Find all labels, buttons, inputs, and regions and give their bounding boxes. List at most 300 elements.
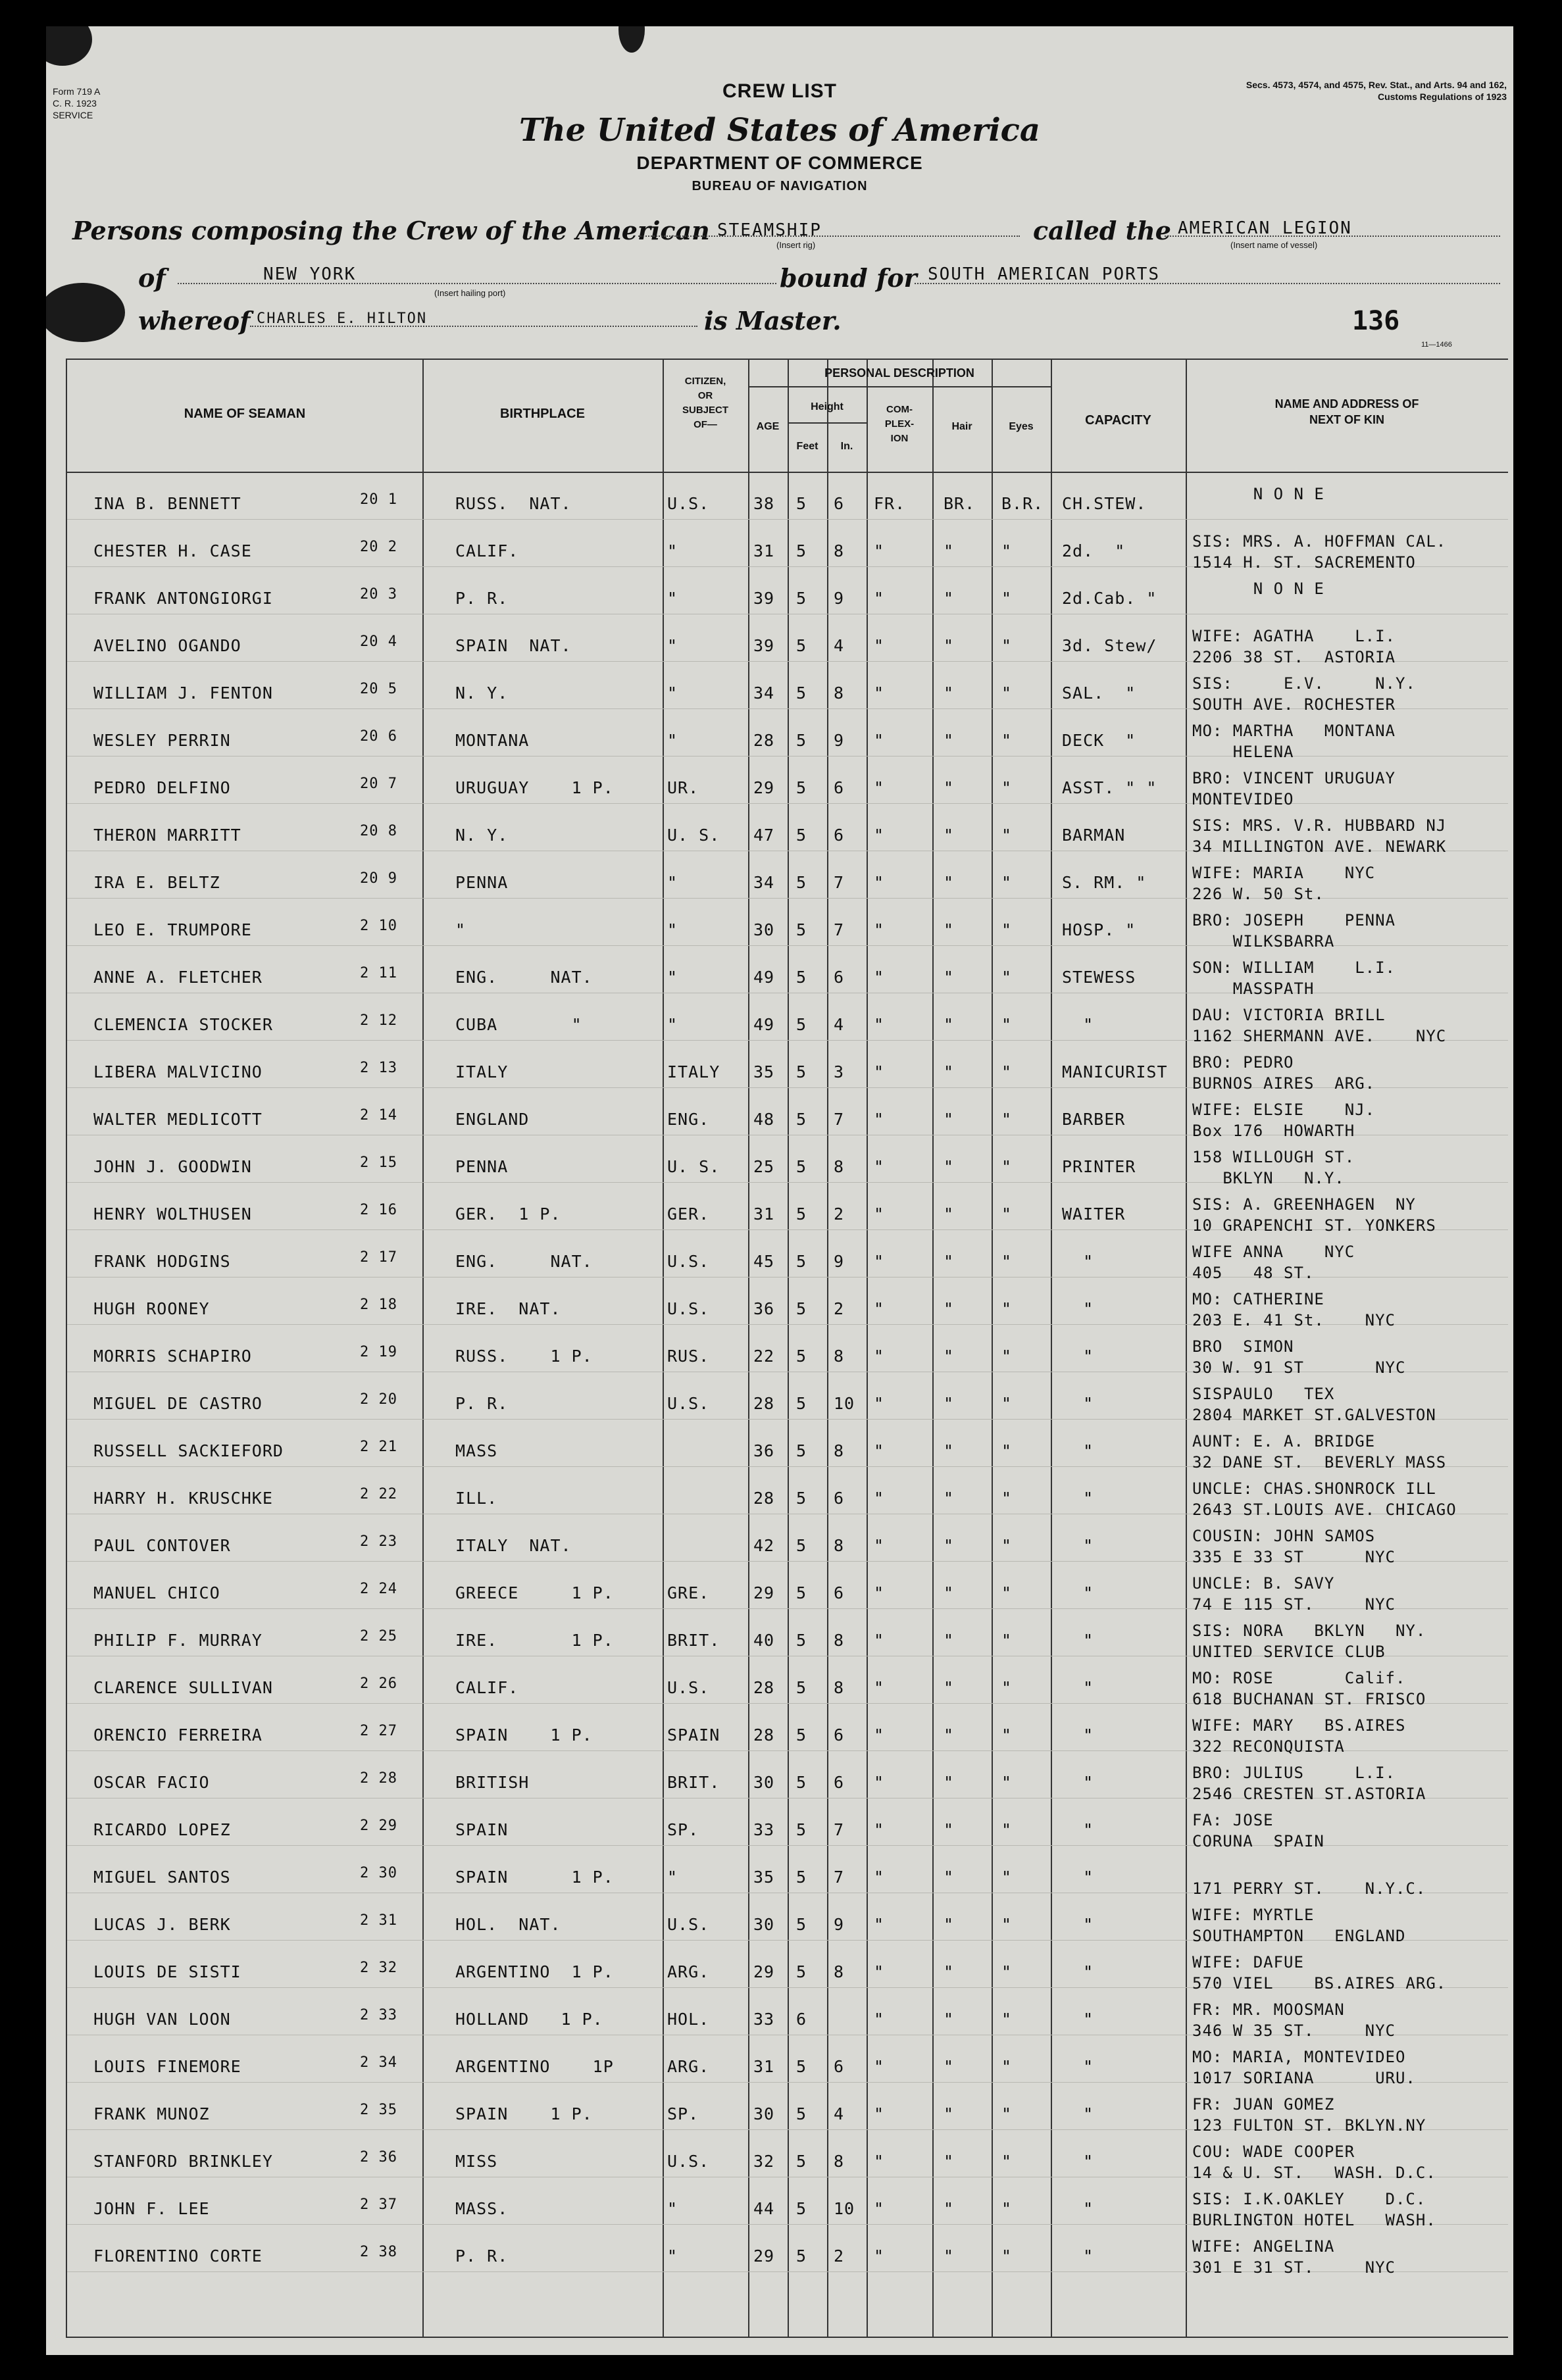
eyes: "	[1001, 1062, 1013, 1081]
row-number: 2 19	[360, 1344, 397, 1360]
hair: "	[944, 1204, 955, 1224]
height-inches: 8	[834, 1536, 845, 1555]
hair: "	[944, 1868, 955, 1887]
next-of-kin-name: N O N E	[1192, 485, 1324, 503]
birthplace: MASS	[455, 1441, 498, 1460]
table-row	[67, 1703, 1508, 1756]
age: 36	[753, 1441, 775, 1460]
table-row	[67, 1750, 1508, 1803]
height-feet: 5	[796, 826, 807, 845]
row-number: 2 21	[360, 1439, 397, 1455]
birthplace: ARGENTINO 1P	[455, 2057, 614, 2076]
capacity: "	[1062, 2057, 1094, 2076]
height-feet: 6	[796, 2010, 807, 2029]
capacity: HOSP. "	[1062, 920, 1136, 939]
next-of-kin-name: UNCLE: B. SAVY	[1192, 1574, 1335, 1593]
eyes: "	[1001, 826, 1013, 845]
table-row	[67, 566, 1508, 614]
seaman-name: PHILIP F. MURRAY	[93, 1631, 263, 1650]
hair: "	[944, 778, 955, 797]
capacity: ASST. " "	[1062, 778, 1157, 797]
row-number: 20 6	[360, 728, 397, 745]
citizenship: BRIT.	[667, 1773, 720, 1792]
age: 34	[753, 873, 775, 892]
birthplace: GER. 1 P.	[455, 1204, 561, 1224]
birthplace: CALIF.	[455, 1678, 519, 1697]
hair: "	[944, 2057, 955, 2076]
row-number: 2 17	[360, 1249, 397, 1266]
next-of-kin-name: WIFE: MARIA NYC	[1192, 864, 1376, 882]
table-row	[67, 1561, 1508, 1614]
eyes: "	[1001, 920, 1013, 939]
table-row	[67, 1798, 1508, 1850]
hair: "	[944, 1536, 955, 1555]
age: 29	[753, 1962, 775, 1981]
eyes: "	[1001, 2057, 1013, 2076]
seaman-name: PAUL CONTOVER	[93, 1536, 231, 1555]
age: 36	[753, 1299, 775, 1318]
age: 47	[753, 826, 775, 845]
of-label: of	[138, 263, 166, 293]
hair: "	[944, 1962, 955, 1981]
capacity: 3d. Stew/	[1062, 636, 1157, 655]
row-number: 2 26	[360, 1675, 397, 1692]
complexion: "	[874, 541, 885, 560]
row-number: 2 27	[360, 1723, 397, 1739]
eyes: "	[1001, 1820, 1013, 1839]
next-of-kin-name: SISPAULO TEX	[1192, 1385, 1335, 1403]
next-of-kin-address: 171 PERRY ST. N.Y.C.	[1192, 1879, 1426, 1898]
next-of-kin-name: SIS: MRS. A. HOFFMAN CAL.	[1192, 532, 1447, 551]
seaman-name: RICARDO LOPEZ	[93, 1820, 231, 1839]
row-number: 2 29	[360, 1818, 397, 1834]
eyes: "	[1001, 1489, 1013, 1508]
eyes: "	[1001, 1110, 1013, 1129]
height-inches: 4	[834, 636, 845, 655]
height-feet: 5	[796, 589, 807, 608]
birthplace: P. R.	[455, 589, 509, 608]
height-feet: 5	[796, 1868, 807, 1887]
table-row	[67, 1940, 1508, 1993]
hair: "	[944, 1489, 955, 1508]
height-inches: 8	[834, 1631, 845, 1650]
height-feet: 5	[796, 1204, 807, 1224]
complexion: "	[874, 2246, 885, 2266]
next-of-kin-address: 335 E 33 ST NYC	[1192, 1548, 1396, 1566]
age: 28	[753, 1678, 775, 1697]
next-of-kin-address: 322 RECONQUISTA	[1192, 1737, 1345, 1756]
height-inches: 4	[834, 2104, 845, 2123]
hair: "	[944, 731, 955, 750]
table-row	[67, 1182, 1508, 1235]
age: 31	[753, 541, 775, 560]
seaman-name: HARRY H. KRUSCHKE	[93, 1489, 273, 1508]
seaman-name: IRA E. BELTZ	[93, 873, 220, 892]
table-row	[67, 2177, 1508, 2229]
citizenship: RUS.	[667, 1347, 710, 1366]
eyes: "	[1001, 1678, 1013, 1697]
table-row	[67, 1135, 1508, 1187]
height-inches: 6	[834, 1489, 845, 1508]
next-of-kin-name: SIS: I.K.OAKLEY D.C.	[1192, 2190, 1426, 2208]
complexion: "	[874, 2010, 885, 2029]
capacity: CH.STEW.	[1062, 494, 1147, 513]
complexion: "	[874, 2152, 885, 2171]
age: 48	[753, 1110, 775, 1129]
next-of-kin-address: 1514 H. ST. SACREMENTO	[1192, 553, 1416, 572]
hair: "	[944, 2246, 955, 2266]
height-feet: 5	[796, 1820, 807, 1839]
citizenship: ARG.	[667, 2057, 710, 2076]
next-of-kin-address: 570 VIEL BS.AIRES ARG.	[1192, 1974, 1447, 1993]
col-capacity-header: CAPACITY	[1085, 413, 1151, 428]
hair: "	[944, 1773, 955, 1792]
birthplace: CUBA "	[455, 1015, 582, 1034]
next-of-kin-address: 34 MILLINGTON AVE. NEWARK	[1192, 837, 1447, 856]
age: 39	[753, 589, 775, 608]
next-of-kin-address: 1162 SHERMANN AVE. NYC	[1192, 1027, 1447, 1045]
next-of-kin-address: 32 DANE ST. BEVERLY MASS	[1192, 1453, 1447, 1472]
birthplace: SPAIN 1 P.	[455, 1725, 593, 1745]
table-row	[67, 1656, 1508, 1708]
row-number: 2 18	[360, 1297, 397, 1313]
next-of-kin-address: 226 W. 50 St.	[1192, 885, 1324, 903]
next-of-kin-address: 14 & U. ST. WASH. D.C.	[1192, 2164, 1436, 2182]
birthplace: RUSS. NAT.	[455, 494, 572, 513]
capacity: "	[1062, 1583, 1094, 1602]
hair: "	[944, 2010, 955, 2029]
capacity: "	[1062, 1347, 1094, 1366]
complexion: "	[874, 1962, 885, 1981]
row-number: 2 16	[360, 1202, 397, 1218]
citizenship: "	[667, 541, 678, 560]
eyes: "	[1001, 1962, 1013, 1981]
height-feet: 5	[796, 1299, 807, 1318]
hair: "	[944, 1062, 955, 1081]
row-number: 2 13	[360, 1060, 397, 1076]
capacity: DECK "	[1062, 731, 1136, 750]
eyes: "	[1001, 1725, 1013, 1745]
eyes: "	[1001, 1583, 1013, 1602]
seaman-name: FRANK ANTONGIORGI	[93, 589, 273, 608]
table-row	[67, 851, 1508, 903]
row-number: 2 15	[360, 1154, 397, 1171]
next-of-kin-name: SIS: E.V. N.Y.	[1192, 674, 1416, 693]
age: 28	[753, 731, 775, 750]
height-inches: 8	[834, 1347, 845, 1366]
age: 28	[753, 1725, 775, 1745]
height-feet: 5	[796, 683, 807, 703]
row-number: 2 35	[360, 2102, 397, 2118]
capacity: S. RM. "	[1062, 873, 1147, 892]
next-of-kin-name: SON: WILLIAM L.I.	[1192, 958, 1396, 977]
capacity: "	[1062, 1299, 1094, 1318]
height-feet: 5	[796, 1962, 807, 1981]
capacity: STEWESS	[1062, 968, 1136, 987]
seaman-name: STANFORD BRINKLEY	[93, 2152, 273, 2171]
height-feet: 5	[796, 1347, 807, 1366]
complexion: "	[874, 968, 885, 987]
seaman-name: FRANK MUNOZ	[93, 2104, 210, 2123]
age: 39	[753, 636, 775, 655]
height-inches: 7	[834, 1110, 845, 1129]
table-row	[67, 2224, 1508, 2277]
crew-line-label: Persons composing the Crew of the American	[72, 216, 710, 245]
citizenship: "	[667, 636, 678, 655]
capacity: "	[1062, 1631, 1094, 1650]
age: 31	[753, 1204, 775, 1224]
height-inches: 8	[834, 1157, 845, 1176]
complexion: "	[874, 1820, 885, 1839]
complexion: "	[874, 1157, 885, 1176]
next-of-kin-name: BRO SIMON	[1192, 1337, 1294, 1356]
row-number: 2 20	[360, 1391, 397, 1408]
seaman-name: HUGH ROONEY	[93, 1299, 210, 1318]
citizenship: "	[667, 731, 678, 750]
height-inches: 6	[834, 1725, 845, 1745]
table-row	[67, 1514, 1508, 1566]
eyes: "	[1001, 1773, 1013, 1792]
seaman-name: WILLIAM J. FENTON	[93, 683, 273, 703]
hair: "	[944, 968, 955, 987]
capacity: "	[1062, 1725, 1094, 1745]
hair: "	[944, 1915, 955, 1934]
citizenship: BRIT.	[667, 1631, 720, 1650]
next-of-kin-address: 30 W. 91 ST NYC	[1192, 1358, 1406, 1377]
table-row	[67, 803, 1508, 856]
seaman-name: FRANK HODGINS	[93, 1252, 231, 1271]
birthplace: GREECE 1 P.	[455, 1583, 614, 1602]
birthplace: ENG. NAT.	[455, 968, 593, 987]
height-feet: 5	[796, 1725, 807, 1745]
birthplace: MISS	[455, 2152, 498, 2171]
col-citizen-header: CITIZEN, OR SUBJECT OF—	[682, 376, 728, 430]
next-of-kin-address: BKLYN N.Y.	[1192, 1169, 1345, 1187]
seaman-name: MIGUEL SANTOS	[93, 1868, 231, 1887]
hair: "	[944, 1015, 955, 1034]
citizenship: U.S.	[667, 1394, 710, 1413]
complexion: "	[874, 1062, 885, 1081]
height-inches: 6	[834, 494, 845, 513]
capacity: "	[1062, 1773, 1094, 1792]
row-number: 20 1	[360, 491, 397, 508]
next-of-kin-address: 1017 SORIANA URU.	[1192, 2069, 1416, 2087]
damage-stain	[46, 26, 92, 66]
capacity: BARMAN	[1062, 826, 1126, 845]
col-hair-header: Hair	[951, 421, 972, 432]
table-row	[67, 2082, 1508, 2135]
next-of-kin-name: FR: MR. MOOSMAN	[1192, 2000, 1345, 2019]
height-feet: 5	[796, 1536, 807, 1555]
citizenship: HOL.	[667, 2010, 710, 2029]
complexion: "	[874, 826, 885, 845]
table-row	[67, 2035, 1508, 2087]
birthplace: RUSS. 1 P.	[455, 1347, 593, 1366]
master-value: CHARLES E. HILTON	[257, 310, 428, 327]
next-of-kin-name: BRO: PEDRO	[1192, 1053, 1294, 1072]
age: 32	[753, 2152, 775, 2171]
height-inches: 8	[834, 1441, 845, 1460]
row-number: 2 33	[360, 2007, 397, 2023]
row-number: 2 36	[360, 2149, 397, 2166]
height-feet: 5	[796, 2104, 807, 2123]
birthplace: HOLLAND 1 P.	[455, 2010, 603, 2029]
age: 35	[753, 1868, 775, 1887]
seaman-name: ORENCIO FERREIRA	[93, 1725, 263, 1745]
next-of-kin-name: BRO: JULIUS L.I.	[1192, 1764, 1396, 1782]
height-inches: 7	[834, 873, 845, 892]
birthplace: ENG. NAT.	[455, 1252, 593, 1271]
seaman-name: JOHN F. LEE	[93, 2199, 210, 2218]
row-number: 20 8	[360, 823, 397, 839]
age: 31	[753, 2057, 775, 2076]
height-feet: 5	[796, 968, 807, 987]
seaman-name: INA B. BENNETT	[93, 494, 241, 513]
citizenship: SP.	[667, 1820, 699, 1839]
height-inches: 9	[834, 1252, 845, 1271]
complexion: "	[874, 1773, 885, 1792]
next-of-kin-address: BURLINGTON HOTEL WASH.	[1192, 2211, 1436, 2229]
col-age-header: AGE	[756, 421, 780, 432]
next-of-kin-address: 2804 MARKET ST.GALVESTON	[1192, 1406, 1436, 1424]
row-number: 20 3	[360, 586, 397, 603]
hair: "	[944, 1252, 955, 1271]
eyes: "	[1001, 1204, 1013, 1224]
complexion: "	[874, 636, 885, 655]
table-row	[67, 708, 1508, 761]
department-title: DEPARTMENT OF COMMERCE	[636, 153, 923, 173]
row-number: 2 37	[360, 2196, 397, 2213]
seaman-name: CHESTER H. CASE	[93, 541, 252, 560]
next-of-kin-name: SIS: NORA BKLYN NY.	[1192, 1622, 1426, 1640]
eyes: "	[1001, 636, 1013, 655]
capacity: "	[1062, 1868, 1094, 1887]
height-feet: 5	[796, 541, 807, 560]
citizenship: SPAIN	[667, 1725, 720, 1745]
next-of-kin-name: WIFE ANNA NYC	[1192, 1243, 1355, 1261]
next-of-kin-address: 2643 ST.LOUIS AVE. CHICAGO	[1192, 1500, 1457, 1519]
next-of-kin-address: WILKSBARRA	[1192, 932, 1335, 951]
hair: "	[944, 1725, 955, 1745]
table-row	[67, 945, 1508, 998]
age: 38	[753, 494, 775, 513]
row-number: 2 34	[360, 2054, 397, 2071]
capacity: "	[1062, 1489, 1094, 1508]
complexion: "	[874, 2104, 885, 2123]
citizenship: "	[667, 683, 678, 703]
height-inches: 7	[834, 920, 845, 939]
height-inches: 7	[834, 1868, 845, 1887]
hair: "	[944, 1631, 955, 1650]
eyes: "	[1001, 873, 1013, 892]
eyes: "	[1001, 2199, 1013, 2218]
birthplace: ILL.	[455, 1489, 498, 1508]
eyes: "	[1001, 731, 1013, 750]
age: 30	[753, 920, 775, 939]
seaman-name: LOUIS DE SISTI	[93, 1962, 241, 1981]
col-name-header: NAME OF SEAMAN	[184, 407, 306, 421]
capacity: 2d.Cab. "	[1062, 589, 1157, 608]
height-inches: 8	[834, 2152, 845, 2171]
next-of-kin-address: UNITED SERVICE CLUB	[1192, 1643, 1386, 1661]
next-of-kin-name: COU: WADE COOPER	[1192, 2143, 1355, 2161]
age: 30	[753, 2104, 775, 2123]
seaman-name: AVELINO OGANDO	[93, 636, 241, 655]
hair: "	[944, 1394, 955, 1413]
complexion: "	[874, 1252, 885, 1271]
birthplace: MASS.	[455, 2199, 509, 2218]
hair: "	[944, 636, 955, 655]
capacity: "	[1062, 1820, 1094, 1839]
hair: "	[944, 1678, 955, 1697]
next-of-kin-address: HELENA	[1192, 743, 1294, 761]
age: 35	[753, 1062, 775, 1081]
hair: "	[944, 2152, 955, 2171]
table-row	[67, 519, 1508, 572]
height-feet: 5	[796, 636, 807, 655]
table-row	[67, 1466, 1508, 1519]
eyes: "	[1001, 2246, 1013, 2266]
birthplace: SPAIN 1 P.	[455, 1868, 614, 1887]
capacity: "	[1062, 1536, 1094, 1555]
row-number: 20 9	[360, 870, 397, 887]
eyes: "	[1001, 541, 1013, 560]
next-of-kin-address: 10 GRAPENCHI ST. YONKERS	[1192, 1216, 1436, 1235]
row-number: 2 38	[360, 2244, 397, 2260]
next-of-kin-name: WIFE: DAFUE	[1192, 1953, 1304, 1971]
crew-table	[66, 359, 1508, 2338]
next-of-kin-name: 158 WILLOUGH ST.	[1192, 1148, 1355, 1166]
height-feet: 5	[796, 1441, 807, 1460]
age: 28	[753, 1489, 775, 1508]
table-row	[67, 472, 1508, 520]
row-number: 2 24	[360, 1581, 397, 1597]
eyes: "	[1001, 1252, 1013, 1271]
country-title: The United States of America	[518, 112, 1041, 149]
height-feet: 5	[796, 1110, 807, 1129]
eyes: "	[1001, 1157, 1013, 1176]
complexion: "	[874, 1441, 885, 1460]
hair: "	[944, 1583, 955, 1602]
bound-for-label: bound for	[780, 263, 917, 293]
table-row	[67, 993, 1508, 1045]
citizenship: "	[667, 968, 678, 987]
hair: "	[944, 1110, 955, 1129]
birthplace: ITALY NAT.	[455, 1536, 572, 1555]
citizenship: "	[667, 589, 678, 608]
next-of-kin-address: CORUNA SPAIN	[1192, 1832, 1324, 1850]
birthplace: MONTANA	[455, 731, 530, 750]
seaman-name: RUSSELL SACKIEFORD	[93, 1441, 284, 1460]
height-inches: 6	[834, 1583, 845, 1602]
birthplace: URUGUAY 1 P.	[455, 778, 614, 797]
eyes: "	[1001, 589, 1013, 608]
next-of-kin-address: BURNOS AIRES ARG.	[1192, 1074, 1376, 1093]
next-of-kin-name: COUSIN: JOHN SAMOS	[1192, 1527, 1376, 1545]
next-of-kin-name: FR: JUAN GOMEZ	[1192, 2095, 1335, 2114]
hair: "	[944, 826, 955, 845]
capacity: "	[1062, 2246, 1094, 2266]
complexion: "	[874, 1110, 885, 1129]
seaman-name: WALTER MEDLICOTT	[93, 1110, 263, 1129]
height-feet: 5	[796, 1583, 807, 1602]
capacity: 2d. "	[1062, 541, 1126, 560]
birthplace: P. R.	[455, 1394, 509, 1413]
citizenship: U.S.	[667, 1915, 710, 1934]
complexion: "	[874, 2057, 885, 2076]
next-of-kin-name: MO: MARIA, MONTEVIDEO	[1192, 2048, 1406, 2066]
birthplace: SPAIN	[455, 1820, 509, 1839]
